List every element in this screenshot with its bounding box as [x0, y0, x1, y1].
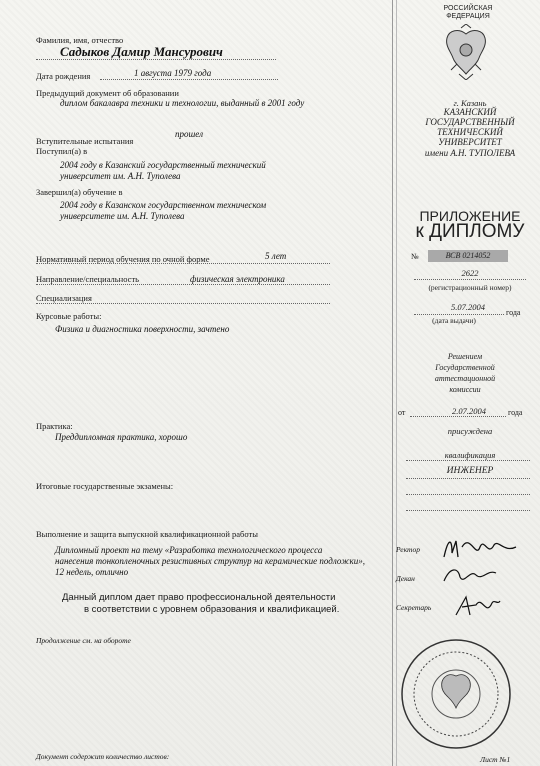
coat-of-arms-icon: [441, 24, 491, 80]
official-seal: [400, 638, 512, 750]
spec-line: [36, 303, 330, 304]
column-divider-inner: [396, 0, 397, 766]
sheets-note: Документ содержит количество листов:: [36, 752, 170, 761]
university-line-5: имени А.Н. ТУПОЛЕВА: [424, 148, 516, 158]
country-line-1: РОССИЙСКАЯ: [443, 5, 493, 12]
number-label: №: [411, 252, 419, 261]
enrolled-value-2: университет им. А.Н. Туполева: [60, 171, 181, 181]
enrolled-label: Поступил(а) в: [36, 146, 88, 156]
from-date: 2.07.2004: [452, 406, 486, 416]
rector-label: Ректор: [396, 545, 420, 554]
period-label: Нормативный период обучения по очной форме: [36, 254, 210, 264]
issue-year-suffix: года: [506, 308, 521, 317]
decision-line-3: аттестационной: [434, 374, 496, 383]
finished-value-2: университете им. А.Н. Туполева: [60, 211, 185, 221]
coursework-label: Курсовые работы:: [36, 311, 102, 321]
qualification-label: квалификация: [444, 450, 496, 460]
country-line-2: ФЕДЕРАЦИЯ: [446, 13, 490, 20]
finished-label: Завершил(а) обучение в: [36, 187, 123, 197]
thesis-value-2: нанесения тонкопленочных резистивных структур на керамические подложки»,: [55, 556, 365, 566]
dean-signature: [440, 563, 500, 585]
name-label: Фамилия, имя, отчество: [36, 35, 124, 45]
enrolled-value-1: 2004 году в Казанский государственный технический: [60, 160, 266, 170]
qualification-value: ИНЖЕНЕР: [446, 466, 494, 476]
university-line-2: ГОСУДАРСТВЕННЫЙ: [425, 117, 515, 127]
serial-number: ВСВ 0214052: [428, 250, 508, 262]
prev-doc-label: Предыдущий документ об образовании: [36, 88, 179, 98]
decision-line-4: комиссии: [449, 385, 481, 394]
finished-value-1: 2004 году в Казанском государственном техническом: [60, 200, 267, 210]
qualification-line-2: [406, 478, 530, 479]
entrance-label: Вступительные испытания: [36, 136, 134, 146]
thesis-value-3: 12 недель, отлично: [55, 567, 129, 577]
decision-line-1: Решением: [447, 352, 483, 361]
sheet-number: Лист №1: [480, 755, 511, 764]
university-line-4: УНИВЕРСИТЕТ: [438, 137, 502, 147]
exams-label: Итоговые государственные экзамены:: [36, 481, 174, 491]
university-line-3: ТЕХНИЧЕСКИЙ: [437, 127, 503, 137]
awarded-label: присуждена: [447, 426, 493, 436]
coursework-value: Физика и диагностика поверхности, зачтено: [55, 324, 230, 334]
reg-number: 2622: [461, 268, 479, 278]
from-line: [410, 416, 506, 417]
direction-value: физическая электроника: [190, 274, 285, 284]
thesis-label: Выполнение и защита выпускной квалификационной работы: [36, 529, 258, 539]
name-line: [36, 59, 276, 60]
spec-label: Специализация: [36, 293, 92, 303]
practice-label: Практика:: [36, 421, 73, 431]
rights-line-1: Данный диплом дает право профессиональной деятельности: [62, 592, 336, 603]
practice-value: Преддипломная практика, хорошо: [55, 432, 188, 442]
continued-note: Продолжение см. на обороте: [36, 636, 131, 645]
entrance-value: прошел: [175, 129, 203, 139]
name-value: Садыков Дамир Мансурович: [60, 44, 223, 59]
direction-label: Направление/специальность: [36, 274, 140, 284]
city-label: г. Казань: [453, 98, 487, 108]
issue-date: 5.07.2004: [451, 302, 485, 312]
thesis-value-1: Дипломный проект на тему «Разработка технологического процесса: [55, 545, 323, 555]
birth-value: 1 августа 1979 года: [134, 68, 212, 78]
from-year-suffix: года: [508, 408, 523, 417]
prev-doc-value: диплом бакалавра техники и технологии, выданный в 2001 году: [60, 98, 305, 108]
qualification-line-3: [406, 494, 530, 495]
university-line-1: КАЗАНСКИЙ: [443, 107, 497, 117]
dean-label: Декан: [396, 574, 415, 583]
qualification-line-1: [406, 460, 530, 461]
decision-line-2: Государственной: [435, 363, 495, 372]
rector-signature: [440, 533, 520, 563]
from-label: от: [398, 408, 406, 417]
issue-line: [414, 314, 504, 315]
rights-line-2: в соответствии с уровнем образования и квалификацией.: [84, 604, 340, 615]
secretary-label: Секретарь: [396, 603, 432, 612]
reg-label: (регистрационный номер): [428, 283, 512, 292]
supplement-title-1: ПРИЛОЖЕНИЕ: [419, 208, 521, 224]
secretary-signature: [452, 593, 502, 619]
birth-line: [100, 79, 278, 80]
period-line: [36, 263, 330, 264]
issue-label: (дата выдачи): [432, 316, 476, 325]
birth-label: Дата рождения: [36, 71, 91, 81]
direction-line: [36, 284, 330, 285]
qualification-line-4: [406, 510, 530, 511]
column-divider: [392, 0, 393, 766]
period-value: 5 лет: [265, 251, 287, 261]
reg-line: [414, 279, 526, 280]
supplement-title-2: к ДИПЛОМУ: [415, 221, 525, 242]
